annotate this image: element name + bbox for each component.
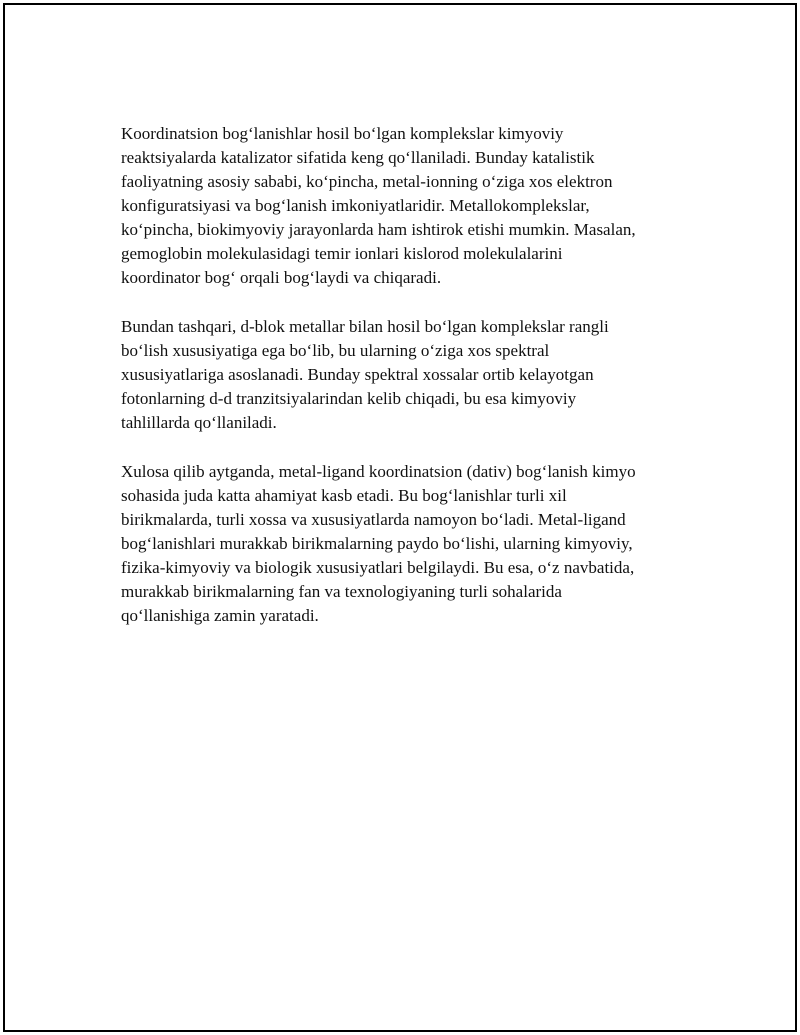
paragraph-line: faoliyatning asosiy sababi, ko‘pincha, metal-ionning o‘ziga xos elektron [121, 172, 613, 191]
paragraph-line: konfiguratsiyasi va bog‘lanish imkoniyatlaridir. Metallokomplekslar, [121, 196, 590, 215]
paragraph-line: Koordinatsion bog‘lanishlar hosil bo‘lgan komplekslar kimyoviy [121, 124, 564, 143]
paragraph-line: gemoglobin molekulasidagi temir ionlari kislorod molekulalarini [121, 244, 563, 263]
paragraph-line: birikmalarda, turli xossa va xususiyatlarda namoyon bo‘ladi. Metal-ligand [121, 510, 626, 529]
paragraph-line: bo‘lish xususiyatiga ega bo‘lib, bu ularning o‘ziga xos spektral [121, 341, 550, 360]
paragraph-line: qo‘llanishiga zamin yaratadi. [121, 606, 319, 625]
paragraph-line: bog‘lanishlari murakkab birikmalarning paydo bo‘lishi, ularning kimyoviy, [121, 534, 633, 553]
paragraph-line: xususiyatlariga asoslanadi. Bunday spektral xossalar ortib kelayotgan [121, 365, 594, 384]
paragraph-line: Bundan tashqari, d-blok metallar bilan hosil bo‘lgan komplekslar rangli [121, 317, 609, 336]
paragraph-spacer [121, 290, 701, 315]
paragraph-line: tahlillarda qo‘llaniladi. [121, 413, 277, 432]
paragraph-line: murakkab birikmalarning fan va texnologiyaning turli sohalarida [121, 582, 562, 601]
paragraph-conclusion [121, 460, 701, 628]
paragraph-line: sohasida juda katta ahamiyat kasb etadi. Bu bog‘lanishlar turli xil [121, 486, 567, 505]
paragraph-line: ko‘pincha, biokimyoviy jarayonlarda ham ishtirok etishi mumkin. Masalan, [121, 220, 636, 239]
paragraph-line: Xulosa qilib aytganda, metal-ligand koordinatsion (dativ) bog‘lanish kimyo [121, 462, 636, 481]
paragraph-spectral-properties [121, 315, 701, 435]
paragraph-line: fotonlarning d-d tranzitsiyalarindan kelib chiqadi, bu esa kimyoviy [121, 389, 577, 408]
page-frame [3, 3, 797, 1032]
paragraph-line: reaktsiyalarda katalizator sifatida keng qo‘llaniladi. Bunday katalistik [121, 148, 595, 167]
document-body [121, 122, 701, 628]
paragraph-spacer [121, 435, 701, 460]
paragraph-catalysis [121, 122, 701, 290]
paragraph-line: koordinator bog‘ orqali bog‘laydi va chiqaradi. [121, 268, 442, 287]
paragraph-line: fizika-kimyoviy va biologik xususiyatlari belgilaydi. Bu esa, o‘z navbatida, [121, 558, 635, 577]
